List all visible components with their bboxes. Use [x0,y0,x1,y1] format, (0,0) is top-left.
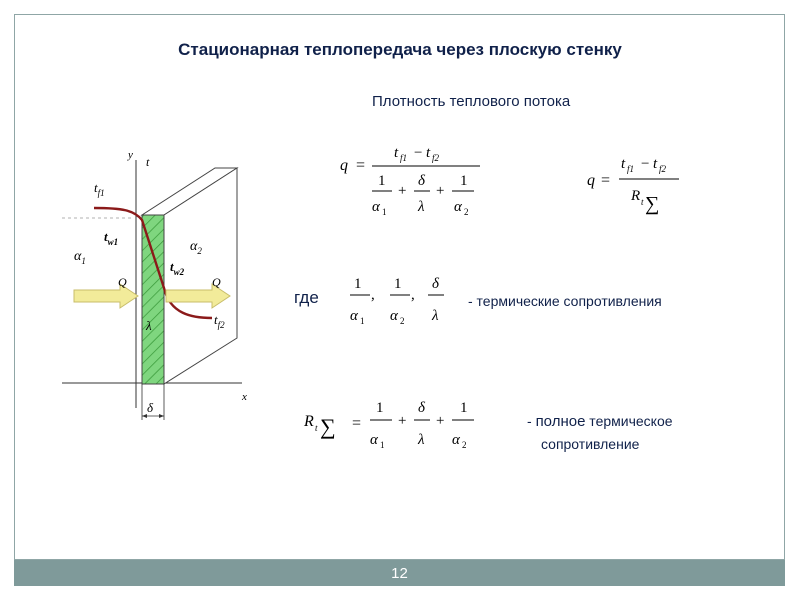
svg-text:1: 1 [354,276,362,292]
svg-text:−: − [641,156,650,172]
svg-text:t: t [426,145,431,161]
svg-text:α: α [390,308,398,324]
svg-text:λ: λ [418,199,425,215]
svg-text:δ: δ [418,173,425,189]
label-alpha1: $\alpha_1$ [74,249,86,266]
svg-text:λ: λ [432,308,439,324]
label-tf2: $t_{f2}$ [214,312,225,330]
axis-y-label: y [128,149,133,161]
svg-text:α: α [454,199,462,215]
svg-text:+: + [436,183,445,199]
svg-text:+: + [398,413,407,429]
svg-text:1: 1 [394,276,402,292]
label-tw1: $t_{w1}$ [104,229,119,247]
svg-text:1: 1 [380,440,385,450]
label-alpha2: $\alpha_2$ [190,239,202,256]
svg-text:α: α [350,308,358,324]
slide-subtitle: Плотность теплового потока [372,93,571,110]
where-label: где [294,288,319,307]
total-resistance-text: - полное термическое сопротивление [527,413,673,452]
svg-text:1: 1 [382,207,387,217]
svg-text:R: R [304,413,314,430]
formula-total-resistance [300,392,480,460]
svg-text:,: , [371,287,375,303]
svg-text:q: q [340,157,348,174]
slide-title: Стационарная теплопередача через плоскую стенку [178,40,622,59]
label-tw2: $t_{w2}$ [170,259,185,277]
svg-text:R: R [631,188,641,204]
wall-front-face [142,215,164,384]
svg-text:2: 2 [400,316,405,326]
slide-footer [14,560,785,586]
label-tf1: $t_{f1}$ [94,180,105,198]
svg-text:=: = [356,157,366,174]
page-number: 12 [391,565,408,582]
svg-text:δ: δ [418,400,425,416]
svg-text:t: t [394,145,399,161]
svg-text:1: 1 [378,173,386,189]
svg-text:f1: f1 [627,164,635,174]
thermal-resistances-text: - термические сопротивления [468,293,662,309]
formula-resistances [346,268,456,336]
axis-t-label: t [146,155,150,169]
wall-diagram [62,138,262,430]
axis-x-label: x [242,391,247,403]
svg-text:α: α [372,199,380,215]
svg-text:α: α [370,432,378,448]
label-q-right: Q [212,275,221,289]
svg-text:f2: f2 [432,153,440,163]
svg-text:λ: λ [418,432,425,448]
svg-text:,: , [411,287,415,303]
svg-text:2: 2 [462,440,467,450]
svg-text:1: 1 [460,400,468,416]
svg-text:t: t [315,423,318,433]
label-delta: δ [147,400,154,415]
label-lambda: λ [146,318,152,333]
svg-text:t: t [641,197,644,207]
label-q-left: Q [118,275,127,289]
formula-heat-flux-full [338,135,488,225]
svg-text:f1: f1 [400,153,408,163]
svg-text:1: 1 [360,316,365,326]
svg-text:1: 1 [376,400,384,416]
svg-text:+: + [436,413,445,429]
svg-text:t: t [621,156,626,172]
svg-text:1: 1 [460,173,468,189]
svg-text:∑: ∑ [320,414,336,439]
svg-text:+: + [398,183,407,199]
svg-text:t: t [653,156,658,172]
svg-text:f2: f2 [659,164,667,174]
heat-arrow-left [74,284,138,308]
svg-text:=: = [352,415,362,432]
svg-text:∑: ∑ [645,193,660,215]
formula-heat-flux-resistance [585,148,695,218]
svg-text:δ: δ [432,276,439,292]
svg-text:=: = [601,172,611,189]
svg-text:q: q [587,172,595,189]
svg-text:−: − [414,145,423,161]
svg-text:α: α [452,432,460,448]
svg-text:2: 2 [464,207,469,217]
